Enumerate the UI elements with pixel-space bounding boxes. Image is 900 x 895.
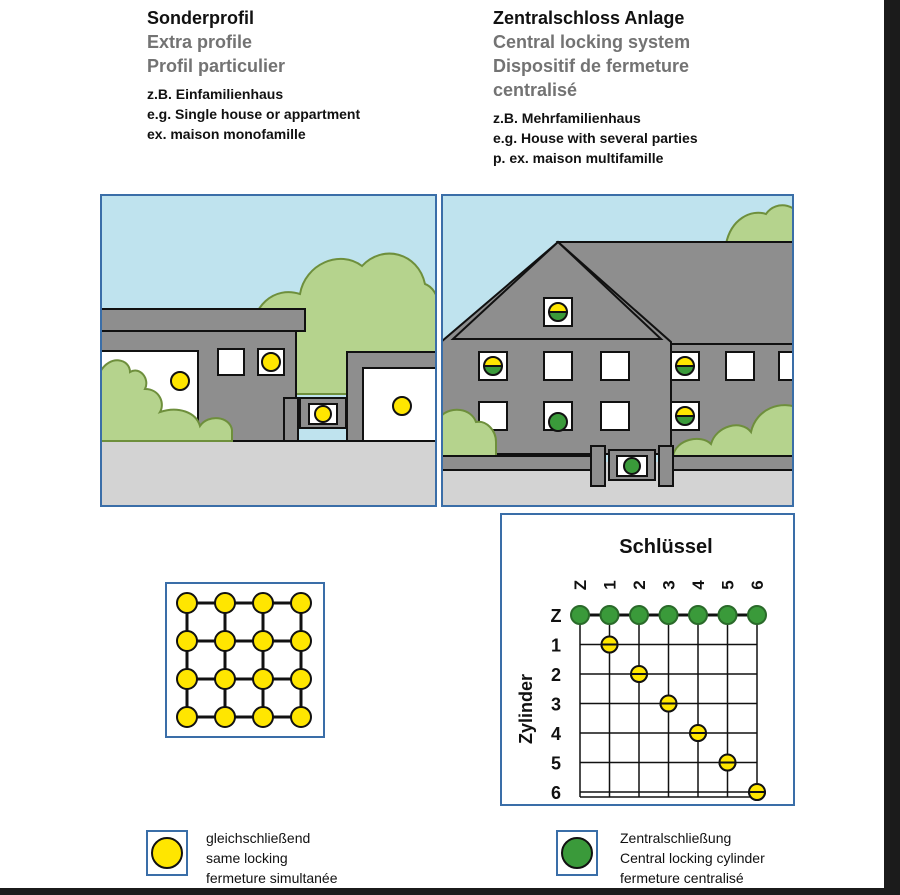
row-label: 2 [550,665,562,685]
house-window [544,352,572,380]
garden-wall-right [673,456,794,470]
yellow-cylinder-icon [152,838,182,868]
house-window [601,402,629,430]
window-lock-yellow [262,353,280,371]
mixed-lock [484,357,502,375]
row-label: 4 [550,724,562,744]
row-label: 6 [550,783,562,803]
multi-family-house-illustration [441,194,794,507]
right-page-edge [884,0,900,895]
entry-lock-green [549,413,567,431]
yellow-cylinder-node [291,669,311,689]
yellow-cylinder-node [253,669,273,689]
ground [100,441,437,507]
yellow-cylinder-node [253,631,273,651]
legend-green-swatch [556,830,598,876]
yellow-cylinder-node [215,707,235,727]
central-key-node [601,606,619,624]
left-note-fr: ex. maison monofamille [147,126,306,142]
right-subtitle-fr-2: centralisé [493,80,578,100]
central-key-node [689,606,707,624]
column-label: Z [571,579,590,591]
chart-title: Schlüssel [619,536,713,558]
house-roof [100,309,305,331]
mixed-lock [676,407,694,425]
yellow-cylinder-node [177,631,197,651]
left-note-de: z.B. Einfamilienhaus [147,86,284,102]
column-label: 5 [718,580,738,590]
individual-key-node [690,725,706,741]
column-label: 6 [748,580,767,590]
legend-same-locking [206,828,338,888]
legend-same-de: gleichschließend [206,830,311,846]
central-key-node [748,606,766,624]
garden-wall-left [441,456,601,470]
legend-same-en: same locking [206,850,288,866]
individual-key-node [720,755,736,771]
mixed-lock [676,357,694,375]
gate-post-right [659,446,673,486]
door-lock-yellow [171,372,189,390]
individual-key-node [631,666,647,682]
house-window [218,349,244,375]
yellow-cylinder-node [215,631,235,651]
bottom-page-edge [0,888,900,895]
central-key-node [630,606,648,624]
legend-central-de: Zentralschließung [620,830,732,846]
row-label: 3 [550,694,562,715]
garage-lock-yellow [393,397,411,415]
mixed-lock [549,303,567,321]
gate-lock-yellow [315,406,331,422]
right-subtitle-fr-1: Dispositif de fermeture [493,56,690,76]
green-cylinder-icon [562,838,592,868]
central-key-node [719,606,737,624]
left-title: Sonderprofil [147,8,254,28]
row-label: 5 [550,753,562,774]
right-title: Zentralschloss Anlage [493,8,685,28]
yellow-cylinder-node [177,707,197,727]
right-note-de: z.B. Mehrfamilienhaus [493,110,641,126]
individual-key-node [602,637,618,653]
column-label: 1 [600,580,620,590]
annex-window [779,352,794,380]
yellow-cylinder-node [215,593,235,613]
yellow-cylinder-node [177,669,197,689]
right-subtitle-en: Central locking system [493,32,691,52]
column-label: 4 [689,580,708,590]
legend-central-locking [620,828,765,888]
column-label: 2 [630,580,649,590]
yellow-cylinder-node [291,631,311,651]
right-note-en: e.g. House with several parties [493,130,698,146]
left-subtitle-en: Extra profile [147,32,253,52]
central-key-node [660,606,678,624]
column-label: 3 [659,580,679,590]
row-label: 1 [550,635,562,656]
yellow-cylinder-node [253,707,273,727]
individual-key-node [749,784,765,800]
legend-central-en: Central locking cylinder [620,850,765,866]
gate-lock-green [624,458,640,474]
house-window [601,352,629,380]
row-label: Z [550,606,562,626]
left-header [147,6,360,144]
chart-ylabel: Zylinder [516,673,536,745]
key-cylinder-chart [500,513,795,806]
same-locking-grid [165,582,325,738]
yellow-cylinder-node [291,593,311,613]
yellow-cylinder-node [215,669,235,689]
right-note-fr: p. ex. maison multifamille [493,150,664,166]
single-house-illustration [100,194,437,507]
right-header [493,6,698,168]
yellow-cylinder-node [253,593,273,613]
left-note-en: e.g. Single house or appartment [147,106,361,122]
yellow-cylinder-node [291,707,311,727]
individual-key-node [661,696,677,712]
yellow-cylinder-node [177,593,197,613]
legend-central-fr: fermeture centralisé [620,870,744,886]
legend-yellow-swatch [146,830,188,876]
annex-window [726,352,754,380]
gate-post-left [284,398,298,441]
legend-same-fr: fermeture simultanée [206,870,338,886]
gate-post-left [591,446,605,486]
central-key-node [571,606,589,624]
left-subtitle-fr: Profil particulier [147,56,286,76]
